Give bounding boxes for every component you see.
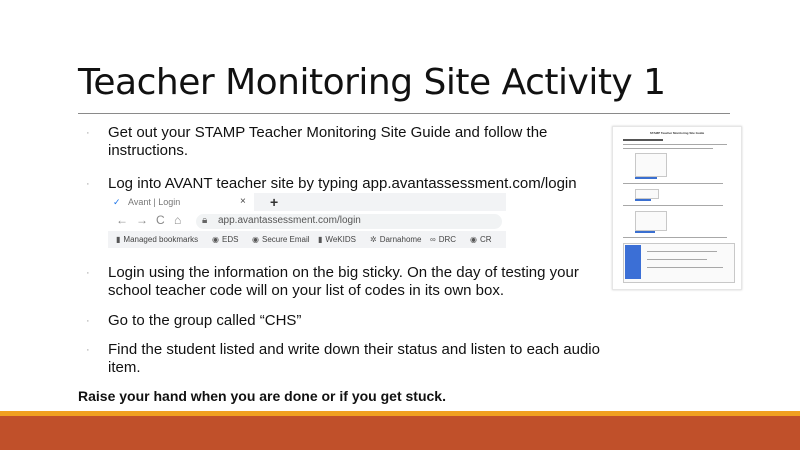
guide-figure: [635, 211, 667, 231]
spark-icon: ✲: [370, 235, 377, 244]
guide-thumbnail: [612, 126, 742, 290]
bullet-marker: ·: [86, 315, 90, 327]
reload-icon[interactable]: C: [156, 213, 165, 227]
guide-text-line: [647, 267, 723, 268]
globe-icon: ◉: [212, 235, 219, 244]
globe-icon: ◉: [252, 235, 259, 244]
closing-instruction: Raise your hand when you are done or if you get stuck.: [78, 388, 446, 404]
forward-icon[interactable]: →: [136, 213, 148, 227]
guide-text-line: [623, 144, 727, 145]
back-icon[interactable]: ←: [116, 213, 128, 227]
bookmark-item[interactable]: ◉ CR: [470, 235, 492, 244]
bullet-marker: ·: [86, 178, 90, 190]
bookmarks-bar: [108, 233, 506, 247]
bookmark-item[interactable]: ▮ Managed bookmarks: [116, 235, 199, 244]
bookmark-item[interactable]: ∞ DRC: [430, 235, 457, 244]
bookmark-item[interactable]: ◉ EDS: [212, 235, 239, 244]
bullet-marker: ·: [86, 344, 90, 356]
folder-icon: ▮: [116, 235, 121, 244]
guide-heading-line: [623, 139, 663, 141]
guide-button-shape: [635, 231, 655, 233]
bullet-item: Log into AVANT teacher site by typing app.avantassessment.com/login: [108, 175, 577, 192]
bookmark-icon: ▮: [318, 235, 323, 244]
bullet-item: Login using the information on the big sticky. On the day of testing your school teacher code will on your list of codes in its own box.: [108, 264, 579, 299]
home-icon[interactable]: ⌂: [174, 213, 182, 227]
guide-figure: [635, 189, 659, 199]
address-url: app.avantassessment.com/login: [218, 215, 361, 226]
guide-text-line: [623, 148, 713, 149]
guide-thumbnail-title: STAMP Teacher Monitoring Site Guide: [649, 131, 705, 135]
browser-tab[interactable]: [108, 193, 254, 211]
bullet-marker: ·: [86, 127, 90, 139]
slide-title: Teacher Monitoring Site Activity 1: [78, 62, 666, 103]
guide-text-line: [647, 251, 717, 252]
link-icon: ∞: [430, 235, 436, 244]
guide-text-line: [623, 237, 727, 238]
address-bar[interactable]: [196, 214, 502, 229]
new-tab-icon[interactable]: +: [270, 194, 279, 210]
bullet-item: Get out your STAMP Teacher Monitoring Site Guide and follow the instructions.: [108, 124, 548, 159]
guide-text-line: [623, 183, 723, 184]
guide-button-shape: [635, 177, 657, 179]
close-icon[interactable]: ×: [240, 196, 246, 207]
globe-icon: ◉: [470, 235, 477, 244]
browser-toolbar: [108, 211, 506, 231]
bookmark-item[interactable]: ◉ Secure Email: [252, 235, 310, 244]
lock-icon: 🔒︎: [202, 215, 208, 226]
browser-tab-title: Avant | Login: [128, 197, 181, 207]
bookmark-item[interactable]: ✲ Darnahome: [370, 235, 422, 244]
guide-text-line: [623, 205, 723, 206]
browser-screenshot: [108, 193, 506, 248]
bullet-marker: ·: [86, 267, 90, 279]
guide-sidebar-shape: [625, 245, 641, 279]
title-divider: [78, 113, 730, 114]
bullet-item: Go to the group called “CHS”: [108, 312, 302, 329]
guide-figure: [635, 153, 667, 177]
site-favicon-icon: ✓: [113, 197, 121, 207]
footer-band: [0, 416, 800, 450]
guide-text-line: [647, 259, 707, 260]
bookmark-item[interactable]: ▮ WeKIDS: [318, 235, 356, 244]
bullet-item: Find the student listed and write down their status and listen to each audio item.: [108, 341, 600, 376]
guide-button-shape: [635, 199, 651, 201]
